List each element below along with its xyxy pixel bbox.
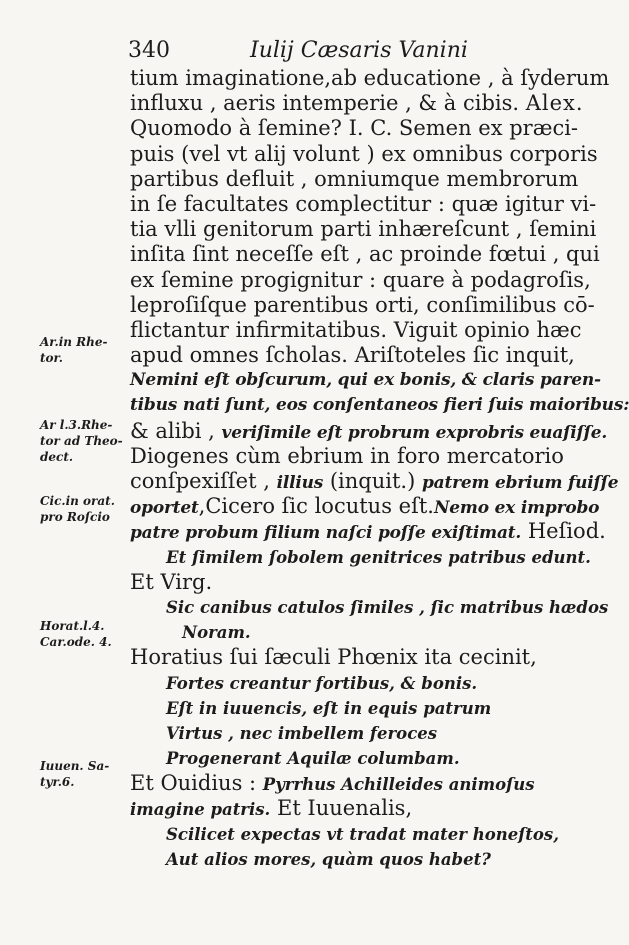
verse-line: Et ſimilem ſobolem genitrices patribus edunt. [166, 547, 591, 567]
text-line: leproſiſque parentibus orti, conſimilibus cō- [130, 292, 595, 317]
quotation-segment: Pyrrhus Achilleides animoſus [262, 775, 535, 795]
text-line: Diogenes cùm ebrium in foro mercatorio [130, 443, 564, 468]
text-segment: & alibi , [130, 418, 222, 443]
margin-note-line: dect. [40, 450, 74, 464]
text-line: apud omnes ſcholas. Ariſtoteles ſic inquit, [130, 343, 575, 368]
verse-line: Fortes creantur fortibus, & bonis. [166, 673, 478, 693]
text-line [130, 418, 608, 444]
text-line [130, 771, 535, 796]
verse-line: Progenerant Aquilæ columbam. [166, 749, 460, 769]
text-line: inſita ſint neceſſe eſt , ac proinde fœtui , qui [130, 242, 600, 267]
quotation-segment: imagine patris. [130, 800, 271, 820]
text-line: Quomodo à ſemine? I. C. Semen ex præci- [130, 116, 579, 141]
text-segment: Et Iuuenalis, [270, 796, 413, 821]
margin-note [40, 758, 128, 790]
text-line: tia vlli genitorum parti inhæreſcunt , ſemini [130, 217, 597, 242]
margin-note-line: Cic.in orat. [40, 494, 115, 508]
margin-note [40, 618, 128, 650]
text-line [130, 91, 584, 116]
text-line [130, 796, 530, 821]
margin-note-line: Ar l.3.Rhe- [40, 418, 113, 432]
text-segment: conſpexiſſet , [130, 469, 277, 493]
text-line: in ſe facultates complectitur : quæ igitur vi- [130, 191, 597, 216]
text-line: puis (vel vt alij volunt ) ex omnibus corporis [130, 141, 598, 166]
text-line: Et Virg. [130, 569, 213, 594]
speaker-label: Alex. [525, 91, 584, 116]
text-line: Horatius ſui ſæculi Phœnix ita cecinit, [130, 645, 537, 670]
text-line: tium imaginatione,ab educatione , à ſyderum [130, 66, 610, 90]
quotation-line: tibus nati ſunt, eos conſentaneos fieri ſuis maioribus: [130, 395, 629, 416]
quotation-segment: oportet [130, 498, 199, 519]
quotation-segment: Nemo ex improbo [433, 498, 600, 519]
margin-note-line: tor. [40, 351, 63, 365]
quotation-segment: illius [276, 473, 324, 493]
verse-line: Eſt in iuuencis, eſt in equis patrum [166, 698, 492, 718]
verse-line: Sic canibus catulos ſimiles , ſic matribus hædos [166, 597, 609, 617]
text-line [130, 494, 600, 519]
running-head: Iulij Cæsaris Vanini [250, 38, 468, 63]
text-line: flictantur infirmitatibus. Viguit opinio hæc [130, 317, 582, 342]
page-header [128, 38, 508, 66]
margin-note [40, 334, 128, 366]
margin-note-line: tyr.6. [40, 775, 75, 789]
page-number: 340 [128, 38, 170, 63]
quotation-segment: patrem ebrium fuiſſe [421, 473, 619, 493]
margin-note-line: pro Roſcio [40, 510, 110, 524]
verse-line: Scilicet expectas vt tradat mater honeſtos, [166, 824, 559, 844]
text-segment: ,Cicero ſic locutus eſt. [198, 494, 434, 519]
margin-note [40, 417, 128, 465]
text-segment: influxu , aeris intemperie , & à cibis. [130, 91, 526, 116]
text-line: partibus defluit , omniumque membrorum [130, 166, 579, 191]
margin-note-line: tor ad Theo- [40, 434, 123, 448]
text-segment: (inquit.) [323, 469, 422, 493]
verse-line: Noram. [182, 623, 251, 643]
quotation-segment: patre probum filium naſci poſſe exiſtimat. [130, 523, 522, 544]
quotation-segment: veriſimile eſt probrum exprobris euaſiſſe. [221, 422, 608, 443]
body-text [130, 66, 629, 872]
margin-note-line: Ar.in Rhe- [40, 335, 108, 349]
quotation-line: Nemini eſt obſcurum, qui ex bonis, & claris paren- [130, 370, 601, 391]
text-segment: Et Ouidius : [130, 771, 263, 796]
margin-note [40, 493, 128, 525]
text-line: ex ſemine progignitur : quare à podagroſis, [130, 267, 591, 292]
verse-line: Aut alios mores, quàm quos habet? [166, 849, 491, 869]
verse-line: Virtus , nec imbellem feroces [166, 723, 438, 743]
margin-note-line: Car.ode. 4. [40, 635, 112, 649]
text-line [130, 469, 619, 494]
text-line [130, 519, 606, 544]
margin-note-line: Horat.l.4. [40, 619, 105, 633]
text-segment: Heſiod. [521, 519, 606, 544]
margin-note-line: Iuuen. Sa- [40, 759, 110, 773]
